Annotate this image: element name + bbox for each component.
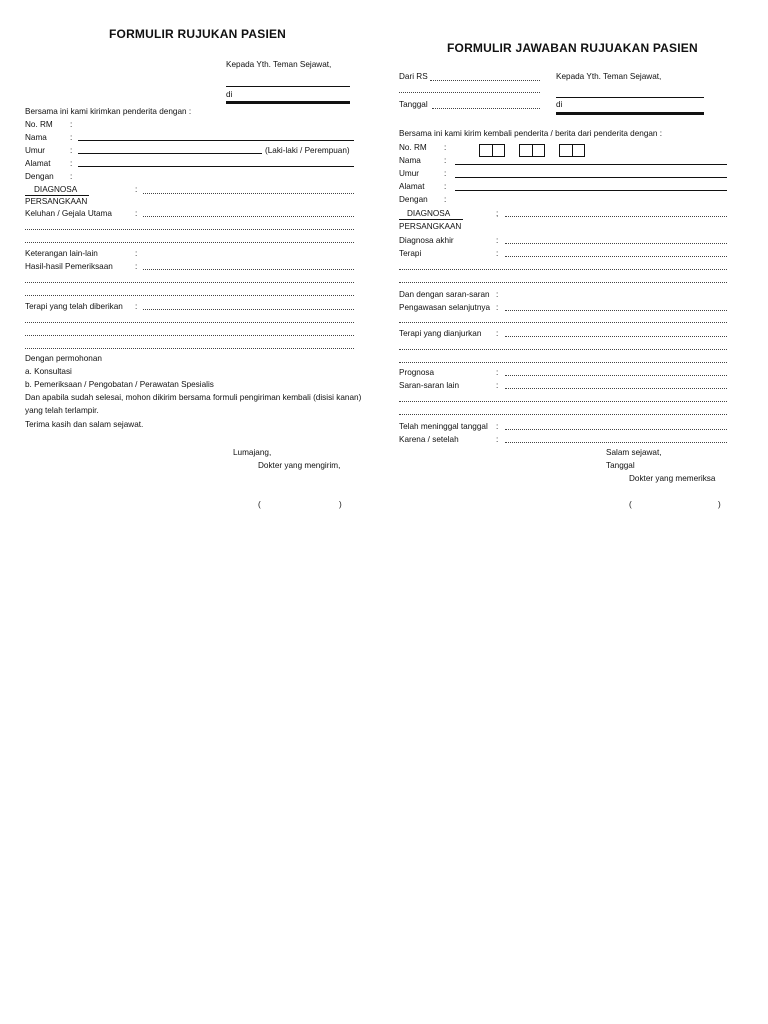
left-terapi-line-3[interactable] <box>25 335 354 336</box>
right-prognosa-field[interactable] <box>505 375 727 376</box>
left-gender-text: (Laki-laki / Perempuan) <box>265 146 350 155</box>
right-di-underline <box>556 112 704 115</box>
left-permohonan-text: Dengan permohonan <box>25 354 102 363</box>
right-meninggal-field[interactable] <box>505 429 727 430</box>
left-alamat-field[interactable] <box>78 166 354 167</box>
right-saran-lain-line-3[interactable] <box>399 414 727 415</box>
left-hasil-label: Hasil-hasil Pemeriksaan <box>25 262 113 271</box>
right-diagnosa-field[interactable] <box>505 216 727 217</box>
left-option-b: b. Pemeriksaan / Pengobatan / Perawatan Spesialis <box>25 380 214 389</box>
right-terapi-anjur-line-3[interactable] <box>399 362 727 363</box>
left-diagnosa-label: DIAGNOSA <box>34 185 78 194</box>
right-diagnosa-label: DIAGNOSA <box>407 209 451 218</box>
right-terapi-line-3[interactable] <box>399 282 727 283</box>
right-terapi-anjur-label: Terapi yang dianjurkan <box>399 329 482 338</box>
left-hasil-field[interactable] <box>143 269 354 270</box>
right-tanggal-field[interactable] <box>432 108 540 109</box>
left-nama-field[interactable] <box>78 140 354 141</box>
right-alamat-label: Alamat <box>399 182 425 191</box>
left-keluhan-colon: : <box>135 209 138 218</box>
left-no-rm-colon: : <box>70 120 73 129</box>
left-kepada-line <box>226 86 350 87</box>
right-alamat-colon: : <box>444 182 447 191</box>
left-dengan-colon: : <box>70 172 73 181</box>
left-di-label: di <box>226 90 233 99</box>
left-no-rm-label: No. RM <box>25 120 53 129</box>
right-saran-lain-line-2[interactable] <box>399 401 727 402</box>
right-umur-colon: : <box>444 169 447 178</box>
right-dari-rs-line-2[interactable] <box>399 92 540 93</box>
left-hasil-line-3[interactable] <box>25 295 354 296</box>
left-keterangan-colon: : <box>135 249 138 258</box>
right-diagnosa-semicolon: ; <box>496 209 499 218</box>
left-diagnosa-line <box>25 195 89 196</box>
right-prognosa-label: Prognosa <box>399 368 435 377</box>
right-diagnosa-akhir-field[interactable] <box>505 243 727 244</box>
right-nama-label: Nama <box>399 156 421 165</box>
right-saran-lain-field[interactable] <box>505 388 727 389</box>
left-umur-field[interactable] <box>78 153 262 154</box>
right-dengan-label: Dengan <box>399 195 428 204</box>
right-no-rm-box-1[interactable] <box>479 144 505 157</box>
left-title: FORMULIR RUJUKAN PASIEN <box>109 27 287 41</box>
left-signature-open: ( <box>258 500 261 509</box>
left-keluhan-line-3[interactable] <box>25 242 354 243</box>
left-terapi-field[interactable] <box>143 309 354 310</box>
right-terapi-anjur-field[interactable] <box>505 336 727 337</box>
right-umur-field[interactable] <box>455 177 727 178</box>
right-karena-field[interactable] <box>505 442 727 443</box>
right-signature-close: ) <box>718 500 721 509</box>
left-di-underline <box>226 101 350 104</box>
left-option-a: a. Konsultasi <box>25 367 72 376</box>
left-nama-label: Nama <box>25 133 47 142</box>
right-prognosa-colon: : <box>496 368 499 377</box>
right-pengawasan-field[interactable] <box>505 310 727 311</box>
right-no-rm-box-2[interactable] <box>519 144 545 157</box>
right-nama-colon: : <box>444 156 447 165</box>
left-intro-text: Bersama ini kami kirimkan penderita dengan : <box>25 107 192 116</box>
left-nama-colon: : <box>70 133 73 142</box>
left-terapi-label: Terapi yang telah diberikan <box>25 302 123 311</box>
right-pengawasan-label: Pengawasan selanjutnya <box>399 303 491 312</box>
right-diagnosa-akhir-colon: : <box>496 236 499 245</box>
left-keluhan-line-2[interactable] <box>25 229 354 230</box>
right-saran-colon: : <box>496 290 499 299</box>
right-persangkaan-label: PERSANGKAAN <box>399 222 462 231</box>
right-karena-colon: : <box>496 435 499 444</box>
right-title: FORMULIR JAWABAN RUJUAKAN PASIEN <box>447 41 698 55</box>
left-hasil-line-2[interactable] <box>25 282 354 283</box>
right-dengan-colon: : <box>444 195 447 204</box>
right-no-rm-label: No. RM <box>399 143 427 152</box>
right-signature-open: ( <box>629 500 632 509</box>
left-thanks-text: Terima kasih dan salam sejawat. <box>25 420 144 429</box>
right-terapi-anjur-line-2[interactable] <box>399 349 727 350</box>
left-terapi-colon: : <box>135 302 138 311</box>
left-alamat-colon: : <box>70 159 73 168</box>
right-salam-text: Salam sejawat, <box>606 448 662 457</box>
left-umur-label: Umur <box>25 146 46 155</box>
right-meninggal-colon: : <box>496 422 499 431</box>
left-note-line-2: yang telah terlampir. <box>25 406 99 415</box>
left-signature-close: ) <box>339 500 342 509</box>
left-place-text: Lumajang, <box>233 448 272 457</box>
right-saran-lain-colon: : <box>496 381 499 390</box>
left-dengan-label: Dengan <box>25 172 54 181</box>
right-terapi-field[interactable] <box>505 256 727 257</box>
right-saran-label: Dan dengan saran-saran <box>399 290 490 299</box>
right-kepada-line <box>556 97 704 98</box>
left-doctor-text: Dokter yang mengirim, <box>258 461 341 470</box>
left-diagnosa-colon: : <box>135 185 138 194</box>
left-keluhan-field[interactable] <box>143 216 354 217</box>
left-alamat-label: Alamat <box>25 159 51 168</box>
right-umur-label: Umur <box>399 169 420 178</box>
right-pengawasan-line-2[interactable] <box>399 322 727 323</box>
right-diagnosa-akhir-label: Diagnosa akhir <box>399 236 454 245</box>
right-terapi-colon: : <box>496 249 499 258</box>
right-dari-rs-label: Dari RS <box>399 72 428 81</box>
left-umur-colon: : <box>70 146 73 155</box>
right-kepada-text: Kepada Yth. Teman Sejawat, <box>556 72 662 81</box>
right-diagnosa-line <box>399 219 463 220</box>
right-meninggal-label: Telah meninggal tanggal <box>399 422 488 431</box>
left-keluhan-label: Keluhan / Gejala Utama <box>25 209 112 218</box>
right-terapi-line-2[interactable] <box>399 269 727 270</box>
right-karena-label: Karena / setelah <box>399 435 459 444</box>
right-intro-text: Bersama ini kami kirim kembali penderita / berita dari penderita dengan : <box>399 129 663 138</box>
right-doctor-text: Dokter yang memeriksa <box>629 474 716 483</box>
right-no-rm-colon: : <box>444 143 447 152</box>
left-persangkaan-label: PERSANGKAAN <box>25 197 88 206</box>
left-note-line-1: Dan apabila sudah selesai, mohon dikirim bersama formuli pengiriman kembali (disisi kanan) <box>25 393 362 402</box>
right-terapi-anjur-colon: : <box>496 329 499 338</box>
left-keterangan-label: Keterangan lain-lain <box>25 249 98 258</box>
left-hasil-colon: : <box>135 262 138 271</box>
right-tanggal-sig-text: Tanggal <box>606 461 635 470</box>
right-tanggal-label: Tanggal <box>399 100 428 109</box>
right-saran-lain-label: Saran-saran lain <box>399 381 460 390</box>
right-alamat-field[interactable] <box>455 190 727 191</box>
left-diagnosa-field[interactable] <box>143 193 354 194</box>
left-terapi-line-4[interactable] <box>25 348 354 349</box>
right-nama-field[interactable] <box>455 164 727 165</box>
right-pengawasan-colon: : <box>496 303 499 312</box>
right-no-rm-box-3[interactable] <box>559 144 585 157</box>
right-di-label: di <box>556 100 563 109</box>
right-dari-rs-field[interactable] <box>430 80 540 81</box>
right-terapi-label: Terapi <box>399 249 422 258</box>
left-kepada-text: Kepada Yth. Teman Sejawat, <box>226 60 332 69</box>
left-terapi-line-2[interactable] <box>25 322 354 323</box>
